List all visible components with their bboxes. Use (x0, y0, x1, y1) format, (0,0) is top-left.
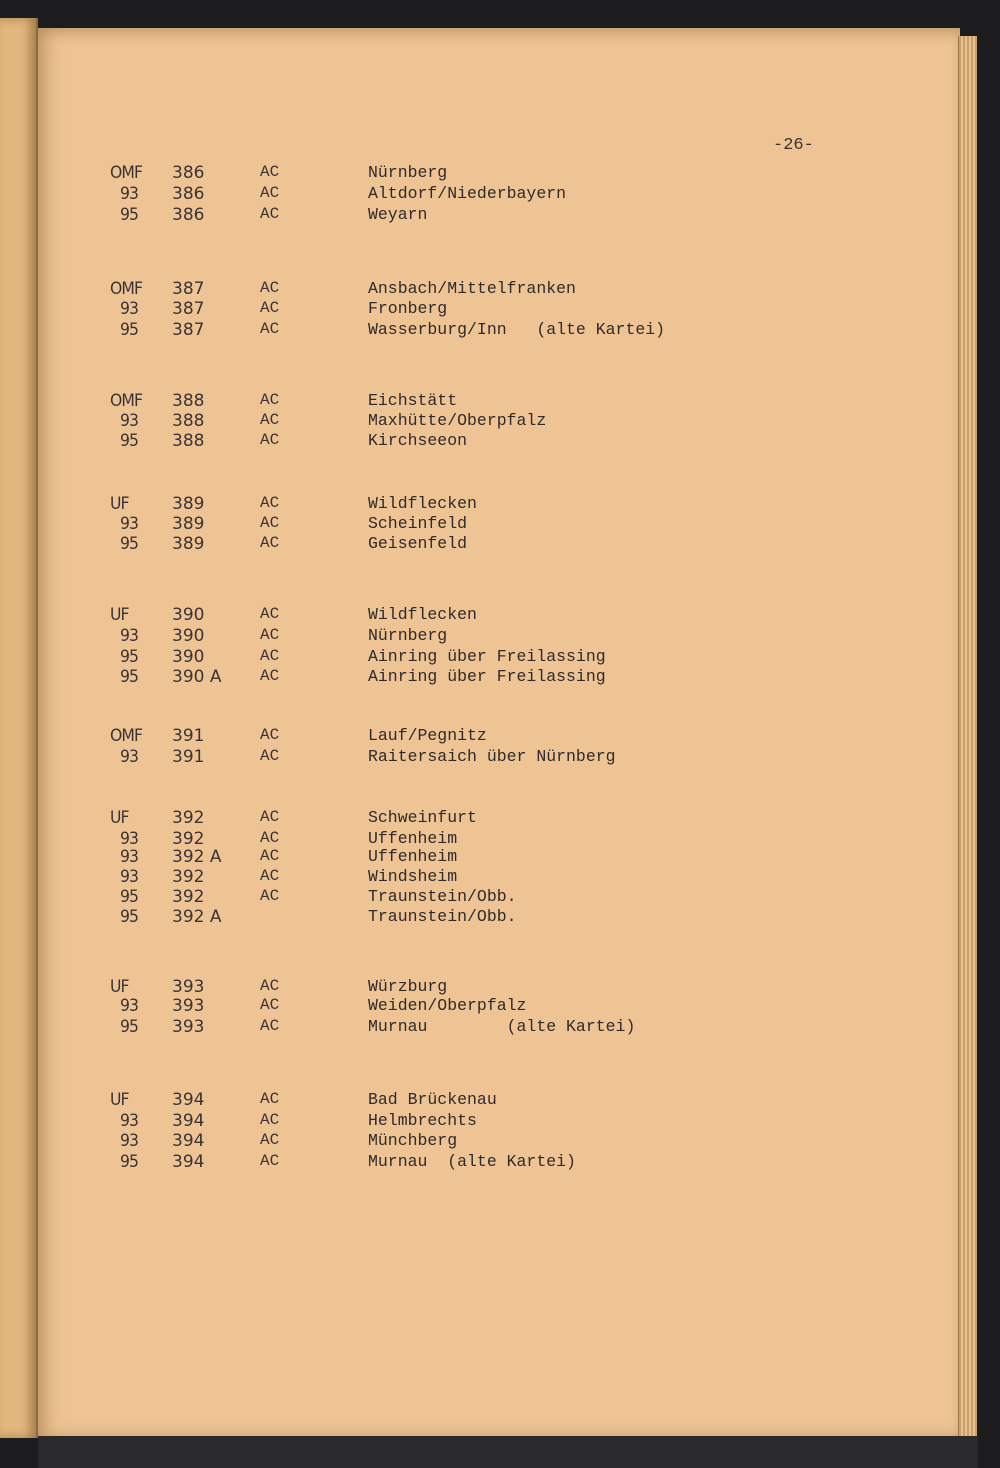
row-place: Traunstein/Obb. (368, 887, 517, 906)
row-number: 392 (172, 867, 205, 887)
row-number: 387 (172, 299, 205, 319)
row-number: 387 (172, 279, 205, 299)
row-code: 93 (120, 184, 139, 204)
row-number: 388 (172, 431, 205, 451)
row-place: Windsheim (368, 867, 458, 886)
register-row (0, 1111, 1000, 1133)
row-code: OMF (110, 279, 143, 299)
register-row (0, 1017, 1000, 1039)
register-row (0, 320, 1000, 342)
register-row (0, 1131, 1000, 1153)
row-code: 93 (120, 867, 139, 887)
row-place: Altdorf/Niederbayern (368, 184, 567, 203)
row-place: Wildflecken (368, 605, 477, 624)
register-row (0, 726, 1000, 748)
register-row (0, 808, 1000, 830)
register-row (0, 184, 1000, 206)
register-row (0, 205, 1000, 227)
register-row (0, 163, 1000, 185)
row-ac: AC (260, 391, 280, 409)
row-code: 95 (120, 1017, 139, 1037)
row-code: 95 (120, 534, 139, 554)
row-ac: AC (260, 299, 280, 317)
row-number: 394 (172, 1131, 205, 1151)
register-row (0, 907, 1000, 929)
row-code: 93 (120, 847, 139, 867)
row-place: Wildflecken (368, 494, 477, 513)
row-place: Ansbach/Mittelfranken (368, 279, 576, 298)
row-place: Nürnberg (368, 626, 448, 645)
row-place: Ainring über Freilassing (368, 667, 606, 686)
row-code: 95 (120, 907, 139, 927)
row-ac: AC (260, 320, 280, 338)
row-code: 95 (120, 1152, 139, 1172)
row-number: 392 A (172, 907, 222, 927)
row-place: Murnau (alte Kartei) (368, 1152, 576, 1171)
row-ac: AC (260, 431, 280, 449)
row-ac: AC (260, 514, 280, 532)
row-code: 93 (120, 411, 139, 431)
row-code: UF (110, 808, 129, 828)
row-ac: AC (260, 1131, 280, 1149)
row-code: OMF (110, 163, 143, 183)
register-row (0, 514, 1000, 536)
register-row (0, 431, 1000, 453)
row-ac: AC (260, 494, 280, 512)
row-number: 392 (172, 808, 205, 828)
row-ac: AC (260, 411, 280, 429)
row-code: 93 (120, 299, 139, 319)
row-place: Murnau (alte Kartei) (368, 1017, 636, 1036)
row-code: 93 (120, 626, 139, 646)
row-ac: AC (260, 996, 280, 1014)
row-number: 391 (172, 726, 205, 746)
register-row (0, 667, 1000, 689)
row-code: 93 (120, 514, 139, 534)
row-ac: AC (260, 726, 280, 744)
row-ac: AC (260, 1111, 280, 1129)
row-number: 389 (172, 534, 205, 554)
row-code: OMF (110, 726, 143, 746)
row-code: 95 (120, 205, 139, 225)
register-row (0, 605, 1000, 627)
row-code: 93 (120, 829, 139, 849)
register-row (0, 279, 1000, 301)
register-row (0, 996, 1000, 1018)
row-code: 93 (120, 996, 139, 1016)
row-code: 95 (120, 431, 139, 451)
register-row (0, 847, 1000, 869)
register-row (0, 626, 1000, 648)
row-ac: AC (260, 667, 280, 685)
row-place: Lauf/Pegnitz (368, 726, 487, 745)
row-ac: AC (260, 977, 280, 995)
row-ac: AC (260, 1017, 280, 1035)
row-place: Raitersaich über Nürnberg (368, 747, 616, 766)
row-ac: AC (260, 605, 280, 623)
row-place: Würzburg (368, 977, 448, 996)
row-place: Wasserburg/Inn (alte Kartei) (368, 320, 666, 339)
row-ac: AC (260, 647, 280, 665)
row-number: 386 (172, 163, 205, 183)
row-number: 389 (172, 494, 205, 514)
register-row (0, 747, 1000, 769)
row-place: Scheinfeld (368, 514, 468, 533)
row-code: 93 (120, 1131, 139, 1151)
row-number: 388 (172, 391, 205, 411)
row-code: 93 (120, 747, 139, 767)
row-place: Weiden/Oberpfalz (368, 996, 527, 1015)
row-place: Helmbrechts (368, 1111, 477, 1130)
row-place: Eichstätt (368, 391, 458, 410)
row-code: 93 (120, 1111, 139, 1131)
row-ac: AC (260, 205, 280, 223)
row-number: 390 (172, 647, 205, 667)
row-place: Weyarn (368, 205, 428, 224)
row-number: 389 (172, 514, 205, 534)
row-number: 390 A (172, 667, 222, 687)
row-number: 394 (172, 1090, 205, 1110)
register-row (0, 494, 1000, 516)
row-number: 388 (172, 411, 205, 431)
row-ac: AC (260, 1090, 280, 1108)
row-ac: AC (260, 847, 280, 865)
row-number: 386 (172, 184, 205, 204)
row-place: Kirchseeon (368, 431, 468, 450)
row-code: UF (110, 605, 129, 625)
row-code: 95 (120, 887, 139, 907)
row-place: Schweinfurt (368, 808, 477, 827)
row-place: Uffenheim (368, 847, 458, 866)
row-ac: AC (260, 887, 280, 905)
row-code: 95 (120, 667, 139, 687)
row-ac: AC (260, 867, 280, 885)
row-place: Fronberg (368, 299, 448, 318)
row-number: 390 (172, 605, 205, 625)
register-row (0, 411, 1000, 433)
row-code: UF (110, 494, 129, 514)
row-ac: AC (260, 808, 280, 826)
row-ac: AC (260, 534, 280, 552)
register-row (0, 647, 1000, 669)
row-place: Ainring über Freilassing (368, 647, 606, 666)
register-row (0, 1152, 1000, 1174)
register-row (0, 534, 1000, 556)
row-ac: AC (260, 747, 280, 765)
row-place: Nürnberg (368, 163, 448, 182)
row-code: 95 (120, 647, 139, 667)
row-number: 394 (172, 1111, 205, 1131)
row-ac: AC (260, 279, 280, 297)
row-code: UF (110, 1090, 129, 1110)
row-ac: AC (260, 184, 280, 202)
row-number: 390 (172, 626, 205, 646)
page-number: -26- (773, 136, 814, 155)
row-ac: AC (260, 163, 280, 181)
row-number: 392 A (172, 847, 222, 867)
row-place: Maxhütte/Oberpfalz (368, 411, 547, 430)
register-row (0, 299, 1000, 321)
row-ac: AC (260, 829, 280, 847)
row-place: Münchberg (368, 1131, 458, 1150)
row-number: 394 (172, 1152, 205, 1172)
row-place: Geisenfeld (368, 534, 468, 553)
row-number: 386 (172, 205, 205, 225)
row-place: Traunstein/Obb. (368, 907, 517, 926)
row-ac: AC (260, 626, 280, 644)
row-ac: AC (260, 1152, 280, 1170)
register-row (0, 391, 1000, 413)
row-code: UF (110, 977, 129, 997)
row-place: Uffenheim (368, 829, 458, 848)
row-number: 393 (172, 996, 205, 1016)
register-row (0, 867, 1000, 889)
row-number: 392 (172, 829, 205, 849)
row-code: 95 (120, 320, 139, 340)
row-number: 392 (172, 887, 205, 907)
row-number: 391 (172, 747, 205, 767)
register-row (0, 1090, 1000, 1112)
register-row (0, 887, 1000, 909)
row-number: 393 (172, 977, 205, 997)
row-code: OMF (110, 391, 143, 411)
row-number: 393 (172, 1017, 205, 1037)
row-number: 387 (172, 320, 205, 340)
row-place: Bad Brückenau (368, 1090, 497, 1109)
